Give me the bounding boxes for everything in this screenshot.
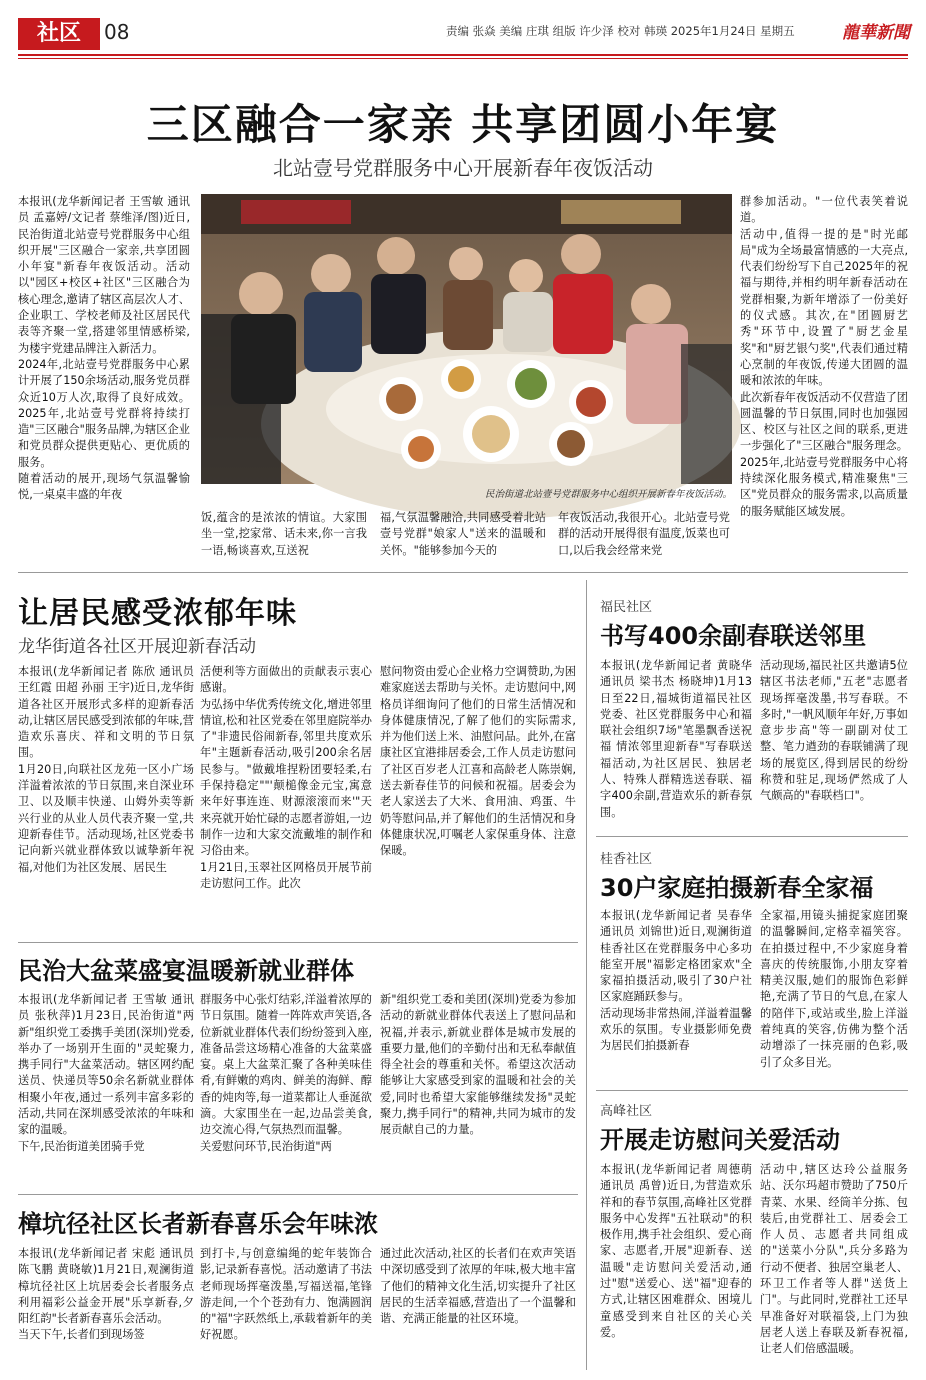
section-divider (18, 572, 908, 573)
section-tag: 社区 (18, 18, 100, 50)
side2-divider (596, 836, 908, 837)
column-divider (586, 580, 587, 1370)
side3-headline: 开展走访慰问关爱活动 (600, 1126, 840, 1154)
lead-column-1: 本报讯(龙华新闻记者 王雪敏 通讯员 孟嘉婷/文记者 蔡维泽/图)近日,民治街道北站壹号党群服务中心组织开展"三区融合一家亲,共享团圆小年宴"新春年夜饭活动。活动以"园区+校区+社区"三区融合为核心理念,邀请了辖区高层次人才、企业职工、学校老师及社区居民代表等齐聚一堂,搭建邻里情感桥梁,为楼宇党建品牌注入新活力。 2024年,北站壹号党群服务中心累计开展了150余场活动,服务党员群众近10万人次,取得了良好成效。2025年,北站壹号党群将持续打造"三区融合"服务品牌,为辖区企业和党员群众提供更贴心、更优质的服务。 随着活动的展开,现场气氛温馨愉悦,一桌桌丰盛的年夜 (18, 195, 190, 502)
side3-column-1: 本报讯(龙华新闻记者 周德萌 通讯员 禹曾)近日,为营造欢乐祥和的春节氛围,高峰社区党群服务中心发挥"五社联动"的积极作用,携手社会组织、爱心商家、志愿者,开展"迎新春、送温暖"走访慰问关爱活动,通过"慰"送爱心、送"福"迎春的方式,让辖区困难群众、困境儿童感受到来自社区的关心关爱。 (600, 1163, 752, 1339)
top-rule-thin (18, 58, 908, 59)
article2-column-3: 慰问物资由爱心企业格力空调赞助,为困难家庭送去帮助与关怀。走访慰问中,网格员详细询问了他们的日常生活情况和身体健康情况,了解了他们的实际需求,并为他们送上米、油慰问品。此外,在富康社区宜港排居委会,工作人员走访慰问了社区百岁老人江喜和高龄老人陈崇娴,送去新春佳节的问候和祝福。居委会为老人家送去了大米、食用油、鸡蛋、牛奶等慰问品,并了解他们的生活情况和身体健康状况,叮嘱老人家保重身体、注意保暖。 (380, 665, 576, 858)
lead-column-4: 群参加活动。"一位代表笑着说道。 活动中,值得一提的是"时光邮局"成为全场最富情感的一大亮点,代表们纷纷写下自己2025年的祝福与期待,并相约明年新春活动在党群相聚,为新年增添了一份美好的仪式感。其次,在"团圆厨艺秀"环节中,设置了"厨艺金星奖"和"厨艺银勺奖",代表们通过精心烹制的年夜饭,传递大团圆的温暖和浓浓的年味。 此次新春年夜饭活动不仅营造了团圆温馨的节日氛围,同时也加强园区、校区与社区之间的联系,更进一步强化了"三区融合"服务理念。2025年,北站壹号党群服务中心将持续深化服务模式,精准聚焦"三区"党员群众的服务需求,以高质量的服务赋能区域发展。 (740, 195, 908, 518)
article3-column-1: 本报讯(龙华新闻记者 王雪敏 通讯员 张秋萍)1月23日,民治街道"两新"组织党工委携手美团(深圳)党委,举办了一场别开生面的"灵蛇聚力,携手同行"大盆菜活动。辖区网约配送员、快递员等50余名新就业群体相聚小年夜,通过一系列丰富多彩的活动,共同在深圳感受浓浓的年味和家的温暖。 下午,民治街道美团骑手党 (18, 993, 194, 1153)
dinner-photo (201, 194, 732, 484)
page-number: 08 (104, 20, 130, 44)
article4-divider (18, 1194, 578, 1195)
side2-kicker: 桂香社区 (600, 852, 653, 867)
lead-bottom-col-2: 福,气氛温馨融洽,共同感受着北站壹号党群"娘家人"送来的温暖和关怀。"能够参加今天的 (380, 511, 546, 557)
lead-bottom-col-1: 饭,蕴含的是浓浓的情谊。大家围坐一堂,挖家常、话未来,你一言我一语,畅谈喜欢,互送祝 (201, 511, 367, 557)
article4-column-3: 通过此次活动,社区的长者们在欢声笑语中深切感受到了浓厚的年味,极大地丰富了他们的精神文化生活,切实提升了社区居民的生活幸福感,营造出了一个温馨和谐、充满正能量的社区环境。 (380, 1247, 576, 1326)
side2-column-2: 全家福,用镜头捕捉家庭团聚的温馨瞬间,定格幸福笑容。在拍摄过程中,不少家庭身着喜庆的传统服饰,小朋友穿着精美汉服,她们的服饰色彩鲜艳,充满了节日的气息,在家人的陪伴下,或站或坐,脸上洋溢着纯真的笑容,仿佛为整个活动增添了一抹亮丽的色彩,吸引了众多目光。 (760, 909, 908, 1069)
newspaper-logo: 龍華新聞 (842, 23, 910, 43)
article4-column-2: 到打卡,与创意编绳的蛇年装饰合影,记录新春喜悦。活动邀请了书法老师现场挥毫泼墨,写福送福,笔锋游走间,一个个苍劲有力、饱满圆润的"福"字跃然纸上,承载着新年的美好祝愿。 (200, 1247, 372, 1342)
article4-headline: 樟坑径社区长者新春喜乐会年味浓 (18, 1210, 378, 1238)
side3-column-2: 活动中,辖区达玲公益服务站、沃尔玛超市赞助了750斤青菜、水果、经筒羊分拣、包装后,由党群社工、居委会工作人员、志愿者共同组成的"送菜小分队",兵分多路为行动不便者、独居空巢老人、环卫工作者等人群"送货上门"。与此同时,党群社工还早早准备好对联福袋,上门为独居老人送上春联及新春祝福,让老人们倍感温暖。 (760, 1163, 908, 1356)
lead-subheadline: 北站壹号党群服务中心开展新春年夜饭活动 (273, 156, 653, 180)
article2-subheadline: 龙华街道各社区开展迎新春活动 (18, 637, 256, 657)
article2-column-2: 活便利等方面做出的贡献表示衷心感谢。 为弘扬中华优秀传统文化,增进邻里情谊,松和社区党委在邻里庭院举办了"非遗民俗闹新春,邻里共度欢乐年"主题新春活动,吸引200余名居民参与。"做戴堆捏粉团要轻柔,右手保持稳定""'颠槌像金元宝,寓意来年好事连连、财源滚滚而来'"天来亮就开始忙碌的志愿者游姐,一边制作一边和大家交流戴堆的制作和习俗由来。 1月21日,玉翠社区网格员开展节前走访慰问工作。此次 (200, 665, 372, 890)
side2-column-1: 本报讯(龙华新闻记者 吴春华 通讯员 刘锦世)近日,观澜街道桂香社区在党群服务中心多功能室开展"福影定格团家欢"全家福拍摄活动,吸引了30户社区家庭踊跃参与。 活动现场非常热闹,洋溢着温馨欢乐的氛围。专业摄影师免费为居民们拍摄新春 (600, 909, 752, 1053)
side3-divider (596, 1090, 908, 1091)
photo-caption: 民治街道北站壹号党群服务中心组织开展新春年夜饭活动。 (484, 489, 732, 500)
side1-kicker: 福民社区 (600, 600, 653, 615)
top-rule (18, 54, 908, 56)
article3-headline: 民治大盆菜盛宴温暖新就业群体 (18, 957, 354, 985)
article3-divider (18, 942, 578, 943)
article4-column-1: 本报讯(龙华新闻记者 宋彪 通讯员 陈飞鹏 黄晓敏)1月21日,观澜街道樟坑径社区上坑居委会长者服务点利用福彩公益金开展"乐享新春,夕阳红韵"长者新春喜乐会活动。 当天下午,长者们到现场签 (18, 1247, 194, 1342)
editor-credits: 责编 张焱 美编 庄琪 组版 许少泽 校对 韩瑛 2025年1月24日 星期五 (446, 24, 795, 38)
article2-column-1: 本报讯(龙华新闻记者 陈欣 通讯员 王红霞 田超 孙丽 王宇)近日,龙华街道各社区开展形式多样的迎新春活动,让辖区居民感受到浓郁的年味,营造欢乐喜庆、祥和文明的节日氛围。 1月20日,向联社区龙苑一区小广场洋溢着浓浓的节日氛围,来自深业环卫、以及顺丰快递、山姆外卖等新兴行业的从业人员代表齐聚一堂,共迎新春佳节。活动现场,社区党委书记向新兴就业群体致以诚挚新年祝福,对他们为社区发展、居民生 (18, 665, 194, 874)
article3-column-2: 群服务中心张灯结彩,洋溢着浓厚的节日氛围。随着一阵阵欢声笑语,各位新就业群体代表们纷纷签到入座,准备品尝这场精心准备的大盆菜盛宴。桌上大盆菜汇聚了各种美味佳肴,有鲜嫩的鸡肉、鲜美的海鲜、醇香的炖肉等,每一道菜都让人垂涎欲滴。大家围坐在一起,边品尝美食,边交流心得,气氛热烈而温馨。 关爱慰问环节,民治街道"两 (200, 993, 372, 1153)
dinner-photo-illustration (201, 194, 732, 484)
side3-kicker: 高峰社区 (600, 1104, 653, 1119)
article3-column-3: 新"组织党工委和美团(深圳)党委为参加活动的新就业群体代表送上了慰问品和祝福,并表示,新就业群体是城市发展的重要力量,他们的辛勤付出和无私奉献值得全社会的尊重和关怀。希望这次活动能够让大家感受到家的温暖和社会的关爱,同时也希望大家能够继续发扬"灵蛇聚力,携手同行"的精神,共同为城市的发展贡献自己的力量。 (380, 993, 576, 1137)
side1-column-1: 本报讯(龙华新闻记者 黄晓华 通讯员 梁书杰 杨晓坤)1月13日至22日,福城街道福民社区党委、社区党群服务中心和福联社会组织7场"笔墨飘香送祝福 情浓邻里迎新春"写春联送福活动,为社区居民、独居老人、特殊人群精选送春联、福字400余副,营造欢乐的新春氛围。 (600, 659, 752, 819)
side1-headline: 书写400余副春联送邻里 (600, 622, 867, 650)
lead-headline: 三区融合一家亲 共享团圆小年宴 (146, 100, 780, 149)
article2-headline: 让居民感受浓郁年味 (18, 596, 297, 631)
side2-headline: 30户家庭拍摄新春全家福 (600, 874, 874, 902)
side1-column-2: 活动现场,福民社区共邀请5位辖区书法老师,"五老"志愿者现场挥毫泼墨,书写春联。不多时,"一帆风顺年年好,万事如意步步高"等一副副对仗工整、笔力遒劲的春联铺满了现场的展览区,得到居民的纷纷称赞和驻足,现场俨然成了人气颇高的"春联档口"。 (760, 659, 908, 803)
lead-bottom-col-3: 年夜饭活动,我很开心。北站壹号党群的活动开展得很有温度,饭菜也可口,以后我会经常来党 (558, 511, 730, 557)
